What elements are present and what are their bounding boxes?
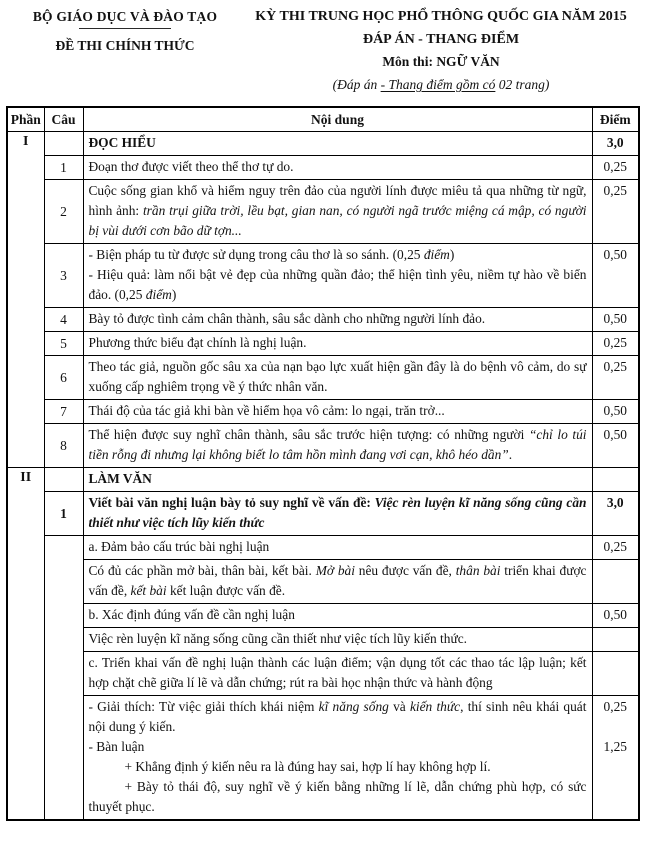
content-paragraph <box>89 309 587 329</box>
score-value: 3,0 <box>606 495 624 510</box>
question-number-cell: 1 <box>44 492 83 536</box>
table-row <box>7 332 639 356</box>
content-paragraph <box>89 133 587 153</box>
score-value: 1,25 <box>603 739 627 754</box>
table-row <box>7 560 639 604</box>
text-segment: Thể hiện được suy nghĩ chân thành, sâu sắc trước hiện tượng: có những người <box>88 427 529 442</box>
table-row <box>7 468 639 492</box>
question-number-cell <box>44 536 83 821</box>
text-segment: + Bày tỏ thái độ, suy nghĩ về ý kiến bằng những lí lẽ, dẫn chứng phù hợp, có sức thuyết phục. <box>88 779 587 814</box>
content-cell <box>83 652 592 696</box>
content-paragraph <box>89 181 587 241</box>
column-header-diem: Điểm <box>592 107 639 132</box>
table-row <box>7 308 639 332</box>
text-segment: 02 trang) <box>495 77 550 92</box>
text-segment: Việc rèn luyện kĩ năng sống cũng cần thiết như việc tích lũy kiến thức. <box>88 631 468 646</box>
score-cell <box>592 308 639 332</box>
question-number-cell: 3 <box>44 244 83 308</box>
table-header <box>7 107 639 132</box>
text-segment: Bày tỏ được tình cảm chân thành, sâu sắc dành cho những người lính đảo. <box>88 311 486 326</box>
ministry-underline <box>79 27 171 29</box>
score-cell <box>592 424 639 468</box>
text-segment: ) <box>171 287 177 302</box>
answer-table-body <box>7 132 639 821</box>
table-header-row <box>7 107 639 132</box>
issuing-authority-block <box>0 9 246 93</box>
table-row <box>7 132 639 156</box>
text-segment: điểm <box>423 247 450 262</box>
score-value: 0,25 <box>603 159 627 174</box>
text-segment: trần trụi giữa trời, lều bạt, gian nan, có người ngã trước miệng cá mập, có người bị vùi dưới cơn bão dữ tợn... <box>88 203 587 238</box>
text-segment: ) <box>449 247 455 262</box>
content-cell <box>83 628 592 652</box>
text-segment: ĐỌC HIỂU <box>88 135 156 150</box>
table-row <box>7 400 639 424</box>
question-number-cell: 2 <box>44 180 83 244</box>
content-paragraph <box>89 629 587 649</box>
score-value: 0,25 <box>603 359 627 374</box>
text-segment: “chỉ lo túi tiền rỗng đi nhưng lại không biết lo tâm hồn mình đang vơi cạn, khô héo dần” <box>88 427 587 462</box>
question-number-cell <box>44 132 83 156</box>
page-count-note <box>246 77 636 93</box>
official-exam-label: ĐỀ THI CHÍNH THỨC <box>55 38 195 53</box>
text-segment: kết bài <box>130 583 167 598</box>
score-value: 0,25 <box>603 335 627 350</box>
content-cell <box>83 424 592 468</box>
score-cell <box>592 696 639 821</box>
content-paragraph <box>89 357 587 397</box>
part-cell: II <box>7 468 44 821</box>
question-number-cell: 6 <box>44 356 83 400</box>
score-cell <box>592 468 639 492</box>
column-header-phan: Phần <box>7 107 44 132</box>
content-cell <box>83 308 592 332</box>
ministry-name: BỘ GIÁO DỤC VÀ ĐÀO TẠO <box>32 9 218 24</box>
score-value: 0,50 <box>603 607 627 622</box>
score-value: 0,25 <box>603 699 627 714</box>
question-number-cell: 7 <box>44 400 83 424</box>
content-paragraph <box>89 757 587 777</box>
content-paragraph <box>89 561 587 601</box>
answer-key-title: ĐÁP ÁN - THANG ĐIỂM <box>362 32 520 47</box>
text-segment: Mở bài <box>315 563 355 578</box>
table-row <box>7 604 639 628</box>
text-segment: - Bàn luận <box>88 739 145 754</box>
text-segment: - Hiệu quả: làm nổi bật vẻ đẹp của những quần đảo; thể hiện tình yêu, niềm tự hào về biển đảo. (0,25 <box>88 267 587 302</box>
text-segment: Viết bài văn nghị luận bày tỏ suy nghĩ về vấn đề: <box>88 495 375 510</box>
score-cell <box>592 492 639 536</box>
content-paragraph <box>89 697 587 737</box>
text-segment: kĩ năng sống <box>318 699 389 714</box>
text-segment: + Khẳng định ý kiến nêu ra là đúng hay sai, hợp lí hay không hợp lí. <box>124 759 491 774</box>
column-header-noi-dung: Nội dung <box>83 107 592 132</box>
table-row <box>7 492 639 536</box>
content-paragraph <box>89 401 587 421</box>
score-cell <box>592 156 639 180</box>
text-segment: triển khai được vấn đề, <box>88 563 587 598</box>
content-cell <box>83 468 592 492</box>
score-value: 0,50 <box>603 311 627 326</box>
text-segment: thân bài <box>455 563 501 578</box>
score-cell <box>592 652 639 696</box>
content-cell <box>83 156 592 180</box>
table-row <box>7 180 639 244</box>
question-number-cell <box>44 468 83 492</box>
text-segment: - Thang điểm gồm có <box>380 77 496 92</box>
content-cell <box>83 400 592 424</box>
text-segment: b. Xác định đúng vấn đề cần nghị luận <box>88 607 295 622</box>
content-paragraph <box>89 605 587 625</box>
text-segment: nêu được vấn đề, <box>354 563 456 578</box>
score-cell <box>592 400 639 424</box>
content-paragraph <box>89 537 587 557</box>
text-segment: Cuộc sống gian khổ và hiểm nguy trên đảo của người lính được miêu tả qua những từ ngữ, hình ảnh: <box>88 183 587 218</box>
text-segment: kết luận được vấn đề. <box>166 583 286 598</box>
column-header-cau: Câu <box>44 107 83 132</box>
content-paragraph <box>89 245 587 265</box>
content-paragraph <box>89 333 587 353</box>
text-segment: và <box>388 699 410 714</box>
score-value: 0,25 <box>603 539 627 554</box>
text-segment: kiến thức <box>409 699 461 714</box>
content-paragraph <box>89 469 587 489</box>
text-segment: c. Triển khai vấn đề nghị luận thành các luận điểm; vận dụng tốt các thao tác lập luận; kết hợp chặt chẽ giữa lí lẽ và dẫn chứng; rút ra bài học nhận thức và hành động <box>88 655 587 690</box>
score-cell <box>592 536 639 560</box>
content-cell <box>83 492 592 536</box>
content-cell <box>83 244 592 308</box>
subject-line: Môn thi: NGỮ VĂN <box>382 54 500 69</box>
content-cell <box>83 132 592 156</box>
text-segment: (Đáp án <box>332 77 381 92</box>
text-segment: - Biện pháp tu từ được sử dụng trong câu thơ là so sánh. (0,25 <box>88 247 424 262</box>
score-cell <box>592 332 639 356</box>
table-row <box>7 696 639 821</box>
text-segment: Thái độ của tác giả khi bàn về hiểm họa vô cảm: lo ngại, trăn trở... <box>88 403 445 418</box>
score-value: 3,0 <box>606 135 624 150</box>
content-cell <box>83 332 592 356</box>
question-number-cell: 1 <box>44 156 83 180</box>
score-value: 0,25 <box>603 183 627 198</box>
text-segment: - Giải thích: Từ việc giải thích khái niệm <box>88 699 319 714</box>
content-cell <box>83 560 592 604</box>
score-cell <box>592 244 639 308</box>
table-row <box>7 156 639 180</box>
text-segment: . <box>508 447 513 462</box>
score-value: 0,50 <box>603 403 627 418</box>
score-cell <box>592 604 639 628</box>
question-number-cell: 8 <box>44 424 83 468</box>
text-segment: a. Đảm bảo cấu trúc bài nghị luận <box>88 539 270 554</box>
text-segment: LÀM VĂN <box>88 471 152 486</box>
content-paragraph <box>89 493 587 533</box>
text-segment: Theo tác giả, nguồn gốc sâu xa của nạn bạo lực xuất hiện gần đây là do bệnh vô cảm, do sự xuống cấp nghiêm trọng về ý thức nhân văn. <box>88 359 587 394</box>
table-row <box>7 244 639 308</box>
content-paragraph <box>89 653 587 693</box>
score-value: 0,50 <box>603 427 627 442</box>
text-segment: Phương thức biểu đạt chính là nghị luận. <box>88 335 307 350</box>
score-value: 0,50 <box>603 247 627 262</box>
content-paragraph <box>89 777 587 817</box>
content-cell <box>83 356 592 400</box>
score-cell <box>592 132 639 156</box>
part-cell: I <box>7 132 44 468</box>
table-row <box>7 356 639 400</box>
score-cell <box>592 356 639 400</box>
exam-title-block <box>246 9 650 93</box>
answer-key-table <box>6 106 640 821</box>
text-segment: Đoạn thơ được viết theo thể thơ tự do. <box>88 159 294 174</box>
table-row <box>7 652 639 696</box>
table-row <box>7 536 639 560</box>
text-segment: Việc rèn luyện kĩ năng sống cũng cần thiết như việc tích lũy kiến thức <box>88 495 587 530</box>
content-cell <box>83 696 592 821</box>
text-segment: điểm <box>145 287 172 302</box>
content-cell <box>83 536 592 560</box>
score-cell <box>592 560 639 604</box>
content-paragraph <box>89 265 587 305</box>
content-paragraph <box>89 157 587 177</box>
exam-title: KỲ THI TRUNG HỌC PHỔ THÔNG QUỐC GIA NĂM 2015 <box>255 9 627 24</box>
content-paragraph <box>89 737 587 757</box>
content-paragraph <box>89 425 587 465</box>
score-cell <box>592 180 639 244</box>
text-segment: Có đủ các phần mở bài, thân bài, kết bài. <box>88 563 316 578</box>
table-row <box>7 424 639 468</box>
score-cell <box>592 628 639 652</box>
question-number-cell: 5 <box>44 332 83 356</box>
page-header <box>0 0 650 93</box>
table-row <box>7 628 639 652</box>
question-number-cell: 4 <box>44 308 83 332</box>
text-segment: , thí sinh nêu khái quát nội dung ý kiến. <box>88 699 587 734</box>
content-cell <box>83 180 592 244</box>
content-cell <box>83 604 592 628</box>
